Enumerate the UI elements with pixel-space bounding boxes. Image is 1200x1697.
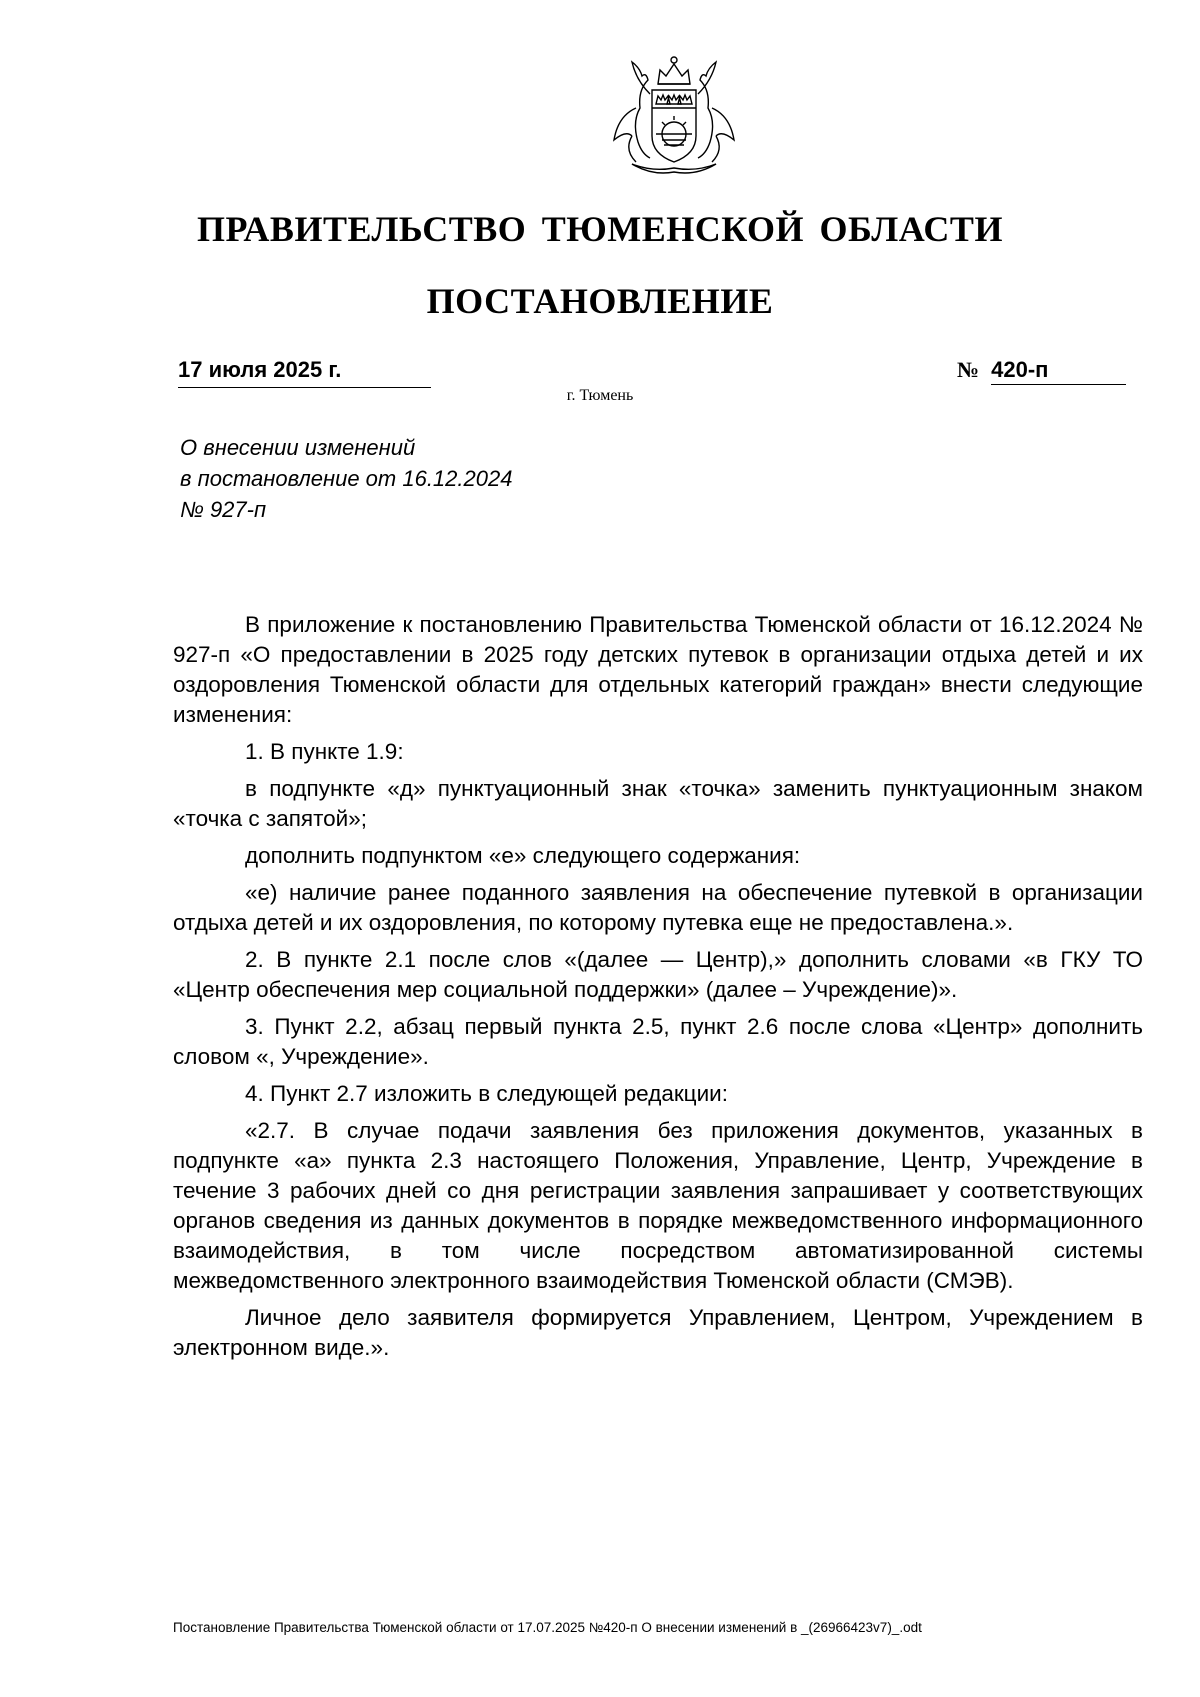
body-paragraph: 1. В пункте 1.9:	[245, 739, 404, 764]
number-sign: №	[957, 357, 980, 382]
document-number: 420-п	[991, 357, 1126, 385]
subject-line: № 927-п	[180, 497, 267, 522]
document-type-title: ПОСТАНОВЛЕНИЕ	[426, 281, 774, 321]
body-paragraph: 4. Пункт 2.7 изложить в следующей редакции:	[245, 1081, 728, 1106]
government-title: ПРАВИТЕЛЬСТВО ТЮМЕНСКОЙ ОБЛАСТИ	[197, 209, 1003, 249]
body-paragraph: 2. В пункте 2.1 после слов «(далее — Центр),» дополнить словами «в ГКУ ТО «Центр обеспечения мер социальной поддержки» (далее – Учреждение)».	[173, 947, 1143, 1002]
document-subject	[180, 432, 512, 525]
body-paragraph: «2.7. В случае подачи заявления без приложения документов, указанных в подпункте «а» пункта 2.3 настоящего Положения, Управление, Центр, Учреждение в течение 3 рабочих дней со дня регистрации заявления запрашивает у соответствующих органов сведения из данных документов в порядке межведомственного информационного взаимодействия, в том числе посредством автоматизированной системы межведомственного электронного взаимодействия Тюменской области (СМЭВ).	[173, 1118, 1143, 1293]
body-paragraph: 3. Пункт 2.2, абзац первый пункта 2.5, пункт 2.6 после слова «Центр» дополнить словом «, Учреждение».	[173, 1014, 1143, 1069]
document-body	[173, 610, 1143, 1370]
coat-of-arms-icon	[596, 50, 752, 182]
body-paragraph: в подпункте «д» пунктуационный знак «точка» заменить пунктуационным знаком «точка с запятой»;	[173, 776, 1143, 831]
document-date: 17 июля 2025 г.	[178, 357, 431, 388]
body-paragraph: «е) наличие ранее поданного заявления на обеспечение путевкой в организации отдыха детей и их оздоровления, по которому путевка еще не предоставлена.».	[173, 880, 1143, 935]
body-paragraph: В приложение к постановлению Правительства Тюменской области от 16.12.2024 № 927-п «О предоставлении в 2025 году детских путевок в организации отдыха детей и их оздоровления Тюменской области для отдельных категорий граждан» внести следующие изменения:	[173, 612, 1143, 727]
document-city: г. Тюмень	[566, 387, 634, 404]
subject-line: О внесении изменений	[180, 435, 416, 460]
body-paragraph: дополнить подпунктом «е» следующего содержания:	[245, 843, 801, 868]
subject-line: в постановление от 16.12.2024	[180, 466, 513, 491]
document-number-block	[957, 357, 1137, 387]
body-paragraph: Личное дело заявителя формируется Управлением, Центром, Учреждением в электронном виде.».	[173, 1305, 1143, 1360]
page-footer: Постановление Правительства Тюменской области от 17.07.2025 №420-п О внесении изменений в _(26966423v7)_.odt	[173, 1620, 922, 1635]
